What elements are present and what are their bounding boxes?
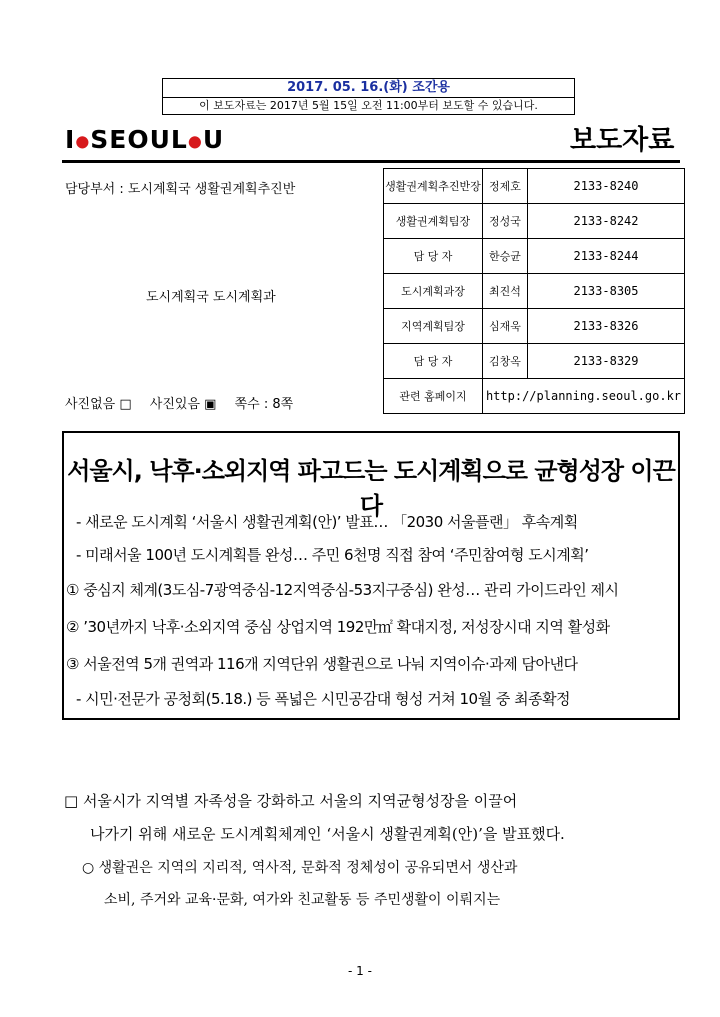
logo-letter-i: I bbox=[65, 125, 76, 154]
embargo-notice: 이 보도자료는 2017년 5월 15일 오전 11:00부터 보도할 수 있습니다. bbox=[199, 99, 538, 112]
table-row bbox=[384, 344, 685, 379]
contact-role: 도시계획과장 bbox=[384, 274, 483, 309]
contact-role: 담 당 자 bbox=[384, 239, 483, 274]
contact-name: 최진석 bbox=[483, 274, 528, 309]
contact-role: 생활권계획추진반장 bbox=[384, 169, 483, 204]
no-photo-checkbox: 사진없음 □ bbox=[65, 397, 132, 412]
homepage-link[interactable]: http://planning.seoul.go.kr bbox=[483, 379, 685, 414]
page-number: - 1 - bbox=[348, 964, 372, 978]
headline-title: 서울시, 낙후·소외지역 파고드는 도시계획으로 균형성장 이끈다 bbox=[67, 457, 675, 520]
table-row bbox=[384, 379, 685, 414]
contact-name: 김창옥 bbox=[483, 344, 528, 379]
contact-role: 생활권계획팀장 bbox=[384, 204, 483, 239]
body-paragraph-line: □ 서울시가 지역별 자족성을 강화하고 서울의 지역균형성장을 이끌어 bbox=[64, 792, 518, 810]
department-secondary: 도시계획국 도시계획과 bbox=[146, 290, 276, 305]
table-row bbox=[384, 169, 685, 204]
contact-role: 담 당 자 bbox=[384, 344, 483, 379]
table-row bbox=[384, 274, 685, 309]
department-primary: 담당부서 : 도시계획국 생활권계획추진반 bbox=[65, 182, 296, 197]
contact-phone: 2133-8305 bbox=[528, 274, 685, 309]
contact-name: 정성국 bbox=[483, 204, 528, 239]
contact-phone: 2133-8242 bbox=[528, 204, 685, 239]
headline-box bbox=[62, 431, 680, 720]
logo-word-seoul: SEOUL bbox=[90, 125, 188, 154]
contact-name: 정제호 bbox=[483, 169, 528, 204]
press-release-title: 보도자료 bbox=[570, 125, 675, 156]
release-date: 2017. 05. 16.(화) 조간용 bbox=[163, 79, 574, 98]
contact-phone: 2133-8244 bbox=[528, 239, 685, 274]
logo-dot-icon: ● bbox=[187, 131, 203, 151]
logo-letter-u: U bbox=[202, 125, 225, 154]
table-row bbox=[384, 239, 685, 274]
table-row bbox=[384, 204, 685, 239]
contact-phone: 2133-8326 bbox=[528, 309, 685, 344]
seoul-logo bbox=[65, 125, 224, 154]
contact-phone: 2133-8240 bbox=[528, 169, 685, 204]
summary-line: ③ 서울전역 5개 권역과 116개 지역단위 생활권으로 나눠 지역이슈·과제 담아낸다 bbox=[66, 655, 578, 673]
summary-line: ② ’30년까지 낙후·소외지역 중심 상업지역 192만㎡ 확대지정, 저성장시대 지역 활성화 bbox=[66, 618, 610, 636]
contact-table bbox=[383, 168, 685, 414]
contact-name: 한승균 bbox=[483, 239, 528, 274]
table-row bbox=[384, 309, 685, 344]
summary-line: - 새로운 도시계획 ‘서울시 생활권계획(안)’ 발표… 「2030 서울플랜」 후속계획 bbox=[76, 513, 578, 531]
page-count: 쪽수 : 8쪽 bbox=[234, 397, 294, 412]
summary-line: ① 중심지 체계(3도심-7광역중심-12지역중심-53지구중심) 완성… 관리 가이드라인 제시 bbox=[66, 581, 619, 599]
homepage-label: 관련 홈페이지 bbox=[384, 379, 483, 414]
logo-dot-icon: ● bbox=[75, 131, 91, 151]
body-paragraph-line: ○ 생활권은 지역의 지리적, 역사적, 문화적 정체성이 공유되면서 생산과 bbox=[82, 860, 518, 876]
photo-info bbox=[65, 393, 307, 412]
summary-line: - 시민·전문가 공청회(5.18.) 등 폭넓은 시민공감대 형성 거쳐 10월 중 최종확정 bbox=[76, 690, 571, 708]
contact-phone: 2133-8329 bbox=[528, 344, 685, 379]
contact-role: 지역계획팀장 bbox=[384, 309, 483, 344]
has-photo-checkbox: 사진있음 ▣ bbox=[149, 397, 217, 412]
summary-line: - 미래서울 100년 도시계획틀 완성… 주민 6천명 직접 참여 ‘주민참여형 도시계획’ bbox=[76, 546, 589, 564]
contact-name: 심재욱 bbox=[483, 309, 528, 344]
release-info-box bbox=[162, 78, 575, 115]
body-paragraph-line: 소비, 주거와 교육·문화, 여가와 친교활동 등 주민생활이 이뤄지는 bbox=[104, 892, 501, 908]
body-paragraph-line: 나가기 위해 새로운 도시계획체계인 ‘서울시 생활권계획(안)’을 발표했다. bbox=[90, 825, 565, 843]
header-divider bbox=[62, 160, 680, 163]
